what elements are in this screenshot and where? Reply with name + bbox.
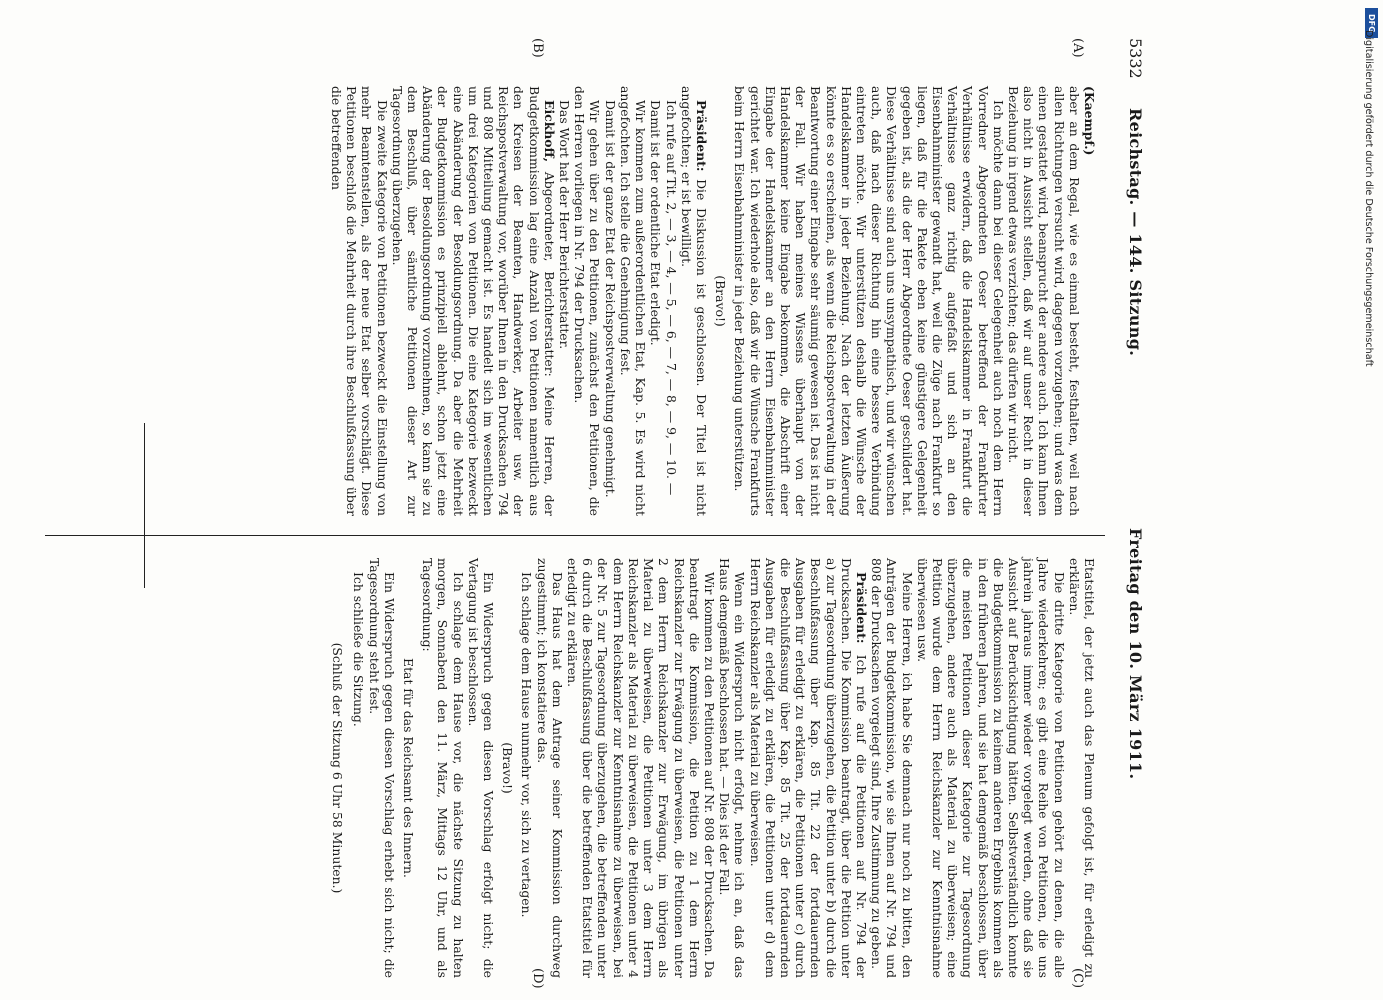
rotated-document-page — [45, 38, 1145, 998]
header-session-title: Reichstag. — 144. Sitzung. — [1126, 108, 1145, 357]
interjection: (Bravo!) — [713, 275, 729, 327]
paragraph: Das Wort hat der Herr Berichterstatter. — [557, 100, 573, 350]
left-column — [329, 86, 1097, 516]
right-column — [326, 558, 1097, 978]
paragraph: Wir gehen über zu den Petitionen, zunächst den Petitionen, die den Herren vorliegen in Nr. 794 der Drucksachen. — [572, 86, 603, 516]
paragraph: Meine Herren, ich habe Sie demnach nur noch zu bitten, den Anträgen der Budgetkommission, wie sie Ihnen auf Nr. 794 und 808 der Drucksachen vorgelegt sind, Ihre Zustimmung zu geben. — [869, 558, 915, 978]
agenda-item: Etat für das Reichsamt des Innern. — [401, 658, 417, 878]
paragraph: Die dritte Kategorie von Petitionen gehört zu denen, die alle Jahre wiederkehren; es gibt eine Reihe von Petitionen, die uns jahrein jahraus immer wieder vorgelegt werden, ohne daß sie Aussicht auf Berücksichtigung hätten. Selbstverständlich konnte die Budgetkommission zu keinem anderen Ergebnis kommen als in den früheren Jahren, und sie hat demgemäß beschlossen, über die meisten Petitionen dieser Kategorie zur Tagesordnung überzugehen, andere auch als Material zu überweisen; eine Petition wurde dem Herrn Reichskanzler zur Kenntnisnahme überwiesen usw. — [914, 558, 1067, 978]
paragraph: Etatstitel, der jetzt auch das Plenum gefolgt ist, für erledigt zu erklären. — [1066, 558, 1097, 978]
margin-marker-c: (C) — [1070, 968, 1085, 989]
column-divider — [45, 535, 1105, 536]
header-date: Freitag den 10. März 1911. — [1126, 528, 1145, 780]
paragraph: Präsident: Die Diskussion ist geschlossen. Der Titel ist nicht angefochten; er ist bewilligt. — [678, 86, 709, 516]
margin-marker-a: (A) — [1070, 38, 1085, 58]
paragraph: Die zweite Kategorie von Petitionen bezweckt die Einstellung von mehr Beamtenstellen, als der neue Etat selber vorschlägt. Diese Petitionen beschloß die Mehrheit durch ihre Beschlußfassung über die betreffenden — [329, 86, 390, 516]
paragraph: Ich schlage dem Hause nunmehr vor, sich zu vertagen. — [519, 572, 535, 918]
paragraph: Ich möchte dann bei dieser Gelegenheit auch noch dem Herrn Vorredner Abgeordneten Oeser betreffend der Frankfurter Verhältnisse erwidern, daß die Handelskammer in Frankfurt die Verhältnisse ganz richtig aufgefaßt und sich an den Eisenbahnminister gewandt hat, weil die Züge nach Frankfurt so liegen, daß für die Pakete eben keine günstigere Gelegenheit gegeben ist, als die der Herr Abgeordnete Oeser geschildert hat. Diese Verhältnisse sind auch uns unsympathisch, und wir wünschen auch, daß nach dieser Richtung hin eine bessere Verbindung eintreten möchte. Wir unterstützen deshalb die Wünsche der Handelskammer in jeder Beziehung. Nach der letzten Äußerung könnte es so erscheinen, als wenn die Reichspostverwaltung in der Beantwortung einer Eingabe sehr säumig gewesen ist. Das ist nicht der Fall. Wir haben meines Wissens überhaupt von der Handelskammer keine Eingabe bekommen, die Abschrift einer Eingabe der Handelskammer an den Herrn Eisenbahnminister gerichtet war. Ich wiederhole also, daß wir die Wünsche Frankfurts beim Herrn Eisenbahnminister in jeder Beziehung unterstützen. — [732, 86, 1006, 516]
paragraph: Das Haus hat dem Antrage seiner Kommission durchweg zugestimmt; ich konstatiere das. — [534, 558, 565, 978]
paragraph: Eickhoff, Abgeordneter, Berichterstatter: Meine Herren, der Budgetkommission lag eine Anzahl von Petitionen namentlich aus den Kreisen der Beamten, Handwerker, Arbeiter usw. der Reichspostverwaltung vor, worüber Ihnen in den Drucksachen 794 und 808 Mitteilung gemacht ist. Es handelt sich im wesentlichen um drei Kategorien von Petitionen. Die eine Kategorie bezweckt eine Abänderung der Besoldungsordnung. Da aber die Mehrheit der Budgetkommission es prinzipiell ablehnt, schon jetzt eine Abänderung der Besoldungsordnung vorzunehmen, so kann sie zu dem Beschluß, über sämtliche Petitionen dieser Art zur Tagesordnung überzugehen. — [389, 86, 557, 516]
paragraph: Ich rufe auf Tit. 2, — 3, — 4, — 5, — 6, — 7, — 8, — 9, — 10. — — [663, 100, 679, 496]
end-rule — [144, 423, 145, 588]
paragraph: aber an dem Regal, wie es einmal besteht, festhalten, weil nach allen Richtungen versucht wird, dagegen vorzugehen; und was dem einen gestattet wird, beansprucht der andere auch. Ich kann Ihnen also nicht in Aussicht stellen, daß wir auf unser Recht in dieser Beziehung in irgend etwas verzichten; das dürfen wir nicht. — [1005, 86, 1082, 516]
speaker-tag: (Kaempf.) — [1082, 86, 1097, 156]
margin-marker-b: (B) — [530, 38, 545, 58]
page-number: 5332 — [1126, 38, 1145, 79]
paragraph: Ich schlage dem Hause vor, die nächste Sitzung zu halten morgen, Sonnabend den 11. März, Mittags 12 Uhr, und als Tagesordnung: — [420, 558, 466, 978]
paragraph: Ich schließe die Sitzung. — [351, 572, 367, 727]
dfg-logo: DFG — [1365, 8, 1378, 38]
paragraph: Wir kommen zu den Petitionen auf Nr. 808 der Drucksachen. Da beantragt die Kommission, die Petition zu 1 dem Herrn Reichskanzler zur Erwägung zu überweisen, die Petitionen unter 2 dem Herrn Reichskanzler zur Erwägung, im übrigen als Material zu überweisen, die Petitionen unter 3 dem Herrn Reichskanzler als Material zu überweisen, die Petitionen unter 4 dem Herrn Reichskanzler zur Kenntnisnahme zu überweisen, bei der Nr. 5 zur Tagesordnung überzugehen, die betreffenden unter 6 durch die Beschlußfassung über die betreffenden Etatstitel für erledigt zu erklären. — [565, 558, 717, 978]
digitization-credit: Digitalisierung gefördert durch die Deutsche Forschungsgemeinschaft — [1363, 30, 1374, 367]
paragraph: Ein Widerspruch gegen diesen Vorschlag erhebt sich nicht; die Tagesordnung steht fest. — [366, 558, 397, 978]
paragraph: Damit ist der ordentliche Etat erledigt. — [648, 100, 664, 346]
paragraph: Damit ist der ganze Etat der Reichspostverwaltung genehmigt. — [602, 100, 618, 498]
interjection: (Bravo!) — [500, 742, 516, 794]
paragraph: Ein Widerspruch gegen diesen Vorschlag erfolgt nicht; die Vertagung ist beschlossen. — [465, 558, 497, 978]
paragraph: Präsident: Ich rufe auf die Petitionen auf Nr. 794 der Drucksachen. Die Kommission beantragt, über die Petition unter a) zur Tagesordnung überzugehen, die Petition unter b) durch die Beschlußfassung über Kap. 85 Tit. 22 der fortdauernden Ausgaben für erledigt zu erklären, die Petitionen unter c) durch die Beschlußfassung über Kap. 85 Tit. 25 der fortdauernden Ausgaben für erledigt zu erklären, die Petitionen unter d) dem Herrn Reichskanzler als Material zu überweisen. — [747, 558, 869, 978]
running-header — [1123, 38, 1145, 998]
paragraph: Wenn ein Widerspruch nicht erfolgt, nehme ich an, daß das Haus demgemäß beschlossen hat. — Dies ist der Fall. — [717, 558, 748, 978]
margin-marker-d: (D) — [530, 968, 545, 989]
closing-note: (Schluß der Sitzung 6 Uhr 58 Minuten.) — [330, 642, 346, 894]
paragraph: Wir kommen zum außerordentlichen Etat, Kap. 5. Es wird nicht angefochten. Ich stelle die Genehmigung fest. — [617, 86, 649, 516]
